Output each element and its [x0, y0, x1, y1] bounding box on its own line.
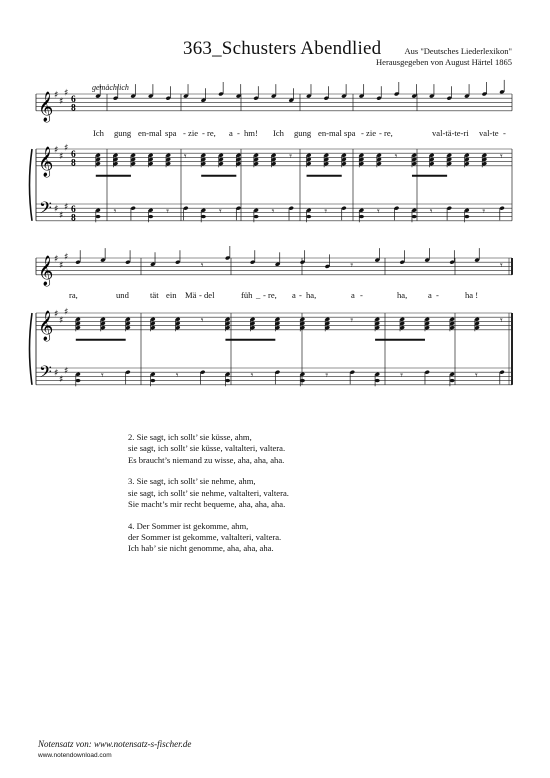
lyric-syllable: a [229, 128, 233, 138]
lyrics-system-1 [0, 128, 550, 139]
eighth-rest-icon: 𝄾 [113, 206, 117, 218]
lyric-syllable: en-mal [138, 128, 162, 138]
sharp-icon: ♯ [54, 145, 59, 156]
lyric-syllable: - [237, 128, 240, 138]
eighth-rest-icon: 𝄾 [482, 206, 486, 218]
tempo-marking: gemächlich [92, 83, 129, 92]
lyric-syllable: füh [241, 290, 253, 300]
treble-clef-icon: 𝄞 [38, 146, 54, 177]
sharp-icon: ♯ [64, 143, 69, 154]
notehead [254, 215, 259, 218]
eighth-rest-icon: 𝄾 [500, 151, 503, 163]
lyric-syllable: ha, [397, 290, 408, 300]
verse-line: Es braucht’s niemand zu wisse, aha, aha, aha. [128, 454, 285, 465]
verse-3 [128, 476, 289, 510]
eighth-rest-icon: 𝄾 [271, 206, 275, 218]
sharp-icon: ♯ [64, 88, 69, 99]
editor-line: Herausgegeben von August Härtel 1865 [376, 57, 512, 67]
lyric-syllable: del [204, 290, 215, 300]
sharp-icon: ♯ [59, 315, 64, 326]
lyric-syllable: gung [294, 128, 312, 138]
lyric-syllable: - [361, 128, 364, 138]
lyric-syllable: - [436, 290, 439, 300]
verse-line: sie sagt, ich sollt’ sie küsse, valtalteri, valtera. [128, 443, 286, 454]
eighth-rest-icon: 𝄾 [218, 206, 222, 218]
lyric-syllable: zie [188, 128, 199, 138]
sharp-icon: ♯ [59, 151, 64, 162]
eighth-rest-icon: 𝄾 [377, 206, 380, 218]
verse-block [128, 432, 289, 565]
lyric-syllable: tät [150, 290, 159, 300]
eighth-rest-icon: 𝄾 [429, 206, 433, 218]
sharp-icon: ♯ [64, 366, 69, 377]
lyric-syllable: Ich [273, 128, 284, 138]
lyric-syllable: zie [366, 128, 377, 138]
notehead [150, 379, 155, 382]
lyric-syllable: re, [384, 128, 393, 138]
verse-line: sie sagt, ich sollt’ sie nehme, valtalteri, valtera. [128, 487, 289, 498]
eighth-rest-icon: 𝄾 [475, 370, 478, 382]
sharp-icon: ♯ [59, 260, 64, 271]
notehead [148, 215, 153, 218]
eighth-rest-icon: 𝄾 [325, 370, 329, 382]
lyric-syllable: - [360, 290, 363, 300]
eighth-rest-icon: 𝄾 [183, 151, 187, 163]
treble-clef-icon: 𝄞 [38, 255, 54, 286]
eighth-rest-icon: 𝄾 [100, 370, 104, 382]
lyric-syllable: val-tä-te-ri [432, 128, 469, 138]
lyric-syllable: spa [344, 128, 356, 138]
time-signature: 6 [71, 94, 76, 105]
notehead [76, 379, 81, 382]
notehead [464, 215, 469, 218]
sharp-icon: ♯ [54, 368, 59, 379]
sharp-icon: ♯ [64, 202, 69, 213]
lyric-syllable: Ich [93, 128, 104, 138]
treble-clef-icon: 𝄞 [38, 91, 54, 122]
sharp-icon: ♯ [54, 90, 59, 101]
lyric-syllable: - [379, 128, 382, 138]
eighth-rest-icon: 𝄾 [200, 315, 204, 327]
verse-2 [128, 432, 289, 466]
lyric-syllable: a [351, 290, 355, 300]
lyric-syllable: - [202, 128, 205, 138]
lyric-syllable: - [503, 128, 506, 138]
notehead [306, 215, 311, 218]
sharp-icon: ♯ [59, 375, 64, 385]
lyric-syllable: a [292, 290, 296, 300]
notehead [450, 379, 455, 382]
lyric-syllable: Mä [185, 290, 197, 300]
source-line: Aus "Deutsches Liederlexikon" [404, 46, 512, 56]
eighth-rest-icon: 𝄾 [500, 260, 503, 272]
verse-line: 2. Sie sagt, ich sollt’ sie küsse, ahm, [128, 432, 252, 442]
lyric-syllable: re, [268, 290, 277, 300]
time-signature: 8 [71, 158, 76, 169]
time-signature: 6 [71, 204, 76, 215]
time-signature: 6 [71, 149, 76, 160]
eighth-rest-icon: 𝄾 [324, 206, 328, 218]
eighth-rest-icon: 𝄾 [175, 370, 179, 382]
lyric-syllable: val-te [479, 128, 499, 138]
bass-clef-icon: 𝄢 [39, 197, 52, 222]
verse-line: der Sommer ist gekomme, valtalteri, valtera. [128, 532, 282, 543]
lyric-syllable: re, [207, 128, 216, 138]
eighth-rest-icon: 𝄾 [400, 370, 403, 382]
sharp-icon: ♯ [59, 96, 64, 107]
verse-line: Sie macht’s mir recht bequeme, aha, aha, aha. [128, 498, 286, 509]
lyric-syllable: - [263, 290, 266, 300]
lyric-syllable: und [116, 290, 129, 300]
verse-4 [128, 521, 289, 555]
notehead [300, 379, 305, 382]
eighth-rest-icon: 𝄾 [250, 370, 254, 382]
sharp-icon: ♯ [64, 307, 69, 318]
lyric-syllable: gung [114, 128, 132, 138]
engraver-credit: Notensatz von: www.notensatz-s-fischer.de [38, 739, 192, 749]
eighth-rest-icon: 𝄾 [350, 260, 354, 272]
lyric-syllable: ha, [306, 290, 317, 300]
lyric-syllable: ra, [69, 290, 78, 300]
lyrics-system-2 [0, 290, 550, 301]
notehead [201, 215, 206, 218]
notehead [412, 215, 417, 218]
notehead [375, 379, 380, 382]
eighth-rest-icon: 𝄾 [289, 151, 292, 163]
notehead [359, 215, 364, 218]
verse-line: 3. Sie sagt, ich sollt’ sie nehme, ahm, [128, 476, 256, 487]
eighth-rest-icon: 𝄾 [500, 315, 503, 327]
sharp-icon: ♯ [59, 211, 64, 221]
verse-line: Ich hab’ sie nicht genomme, aha, aha, aha. [128, 543, 274, 554]
sharp-icon: ♯ [54, 254, 59, 265]
sharp-icon: ♯ [64, 252, 69, 263]
eighth-rest-icon: 𝄾 [394, 151, 398, 163]
lyric-syllable: en-mal [318, 128, 342, 138]
lyric-syllable: hm! [244, 128, 258, 138]
lyric-syllable: a [428, 290, 432, 300]
sharp-icon: ♯ [54, 204, 59, 215]
eighth-rest-icon: 𝄾 [200, 260, 204, 272]
lyric-syllable: _ [256, 290, 261, 300]
lyric-syllable: ha ! [465, 290, 479, 300]
lyric-syllable: - [299, 290, 302, 300]
notehead [96, 215, 101, 218]
eighth-rest-icon: 𝄾 [350, 315, 354, 327]
page-title: 363_Schusters Abendlied [183, 38, 382, 59]
bass-clef-icon: 𝄢 [39, 361, 52, 386]
verse-line: 4. Der Sommer ist gekomme, ahm, [128, 520, 249, 531]
lyric-syllable: - [183, 128, 186, 138]
time-signature: 8 [71, 103, 76, 114]
treble-clef-icon: 𝄞 [38, 310, 54, 341]
lyric-syllable: - [199, 290, 202, 300]
sharp-icon: ♯ [54, 309, 59, 320]
time-signature: 8 [71, 213, 76, 224]
footer-url[interactable]: www.notendownload.com [38, 752, 112, 759]
eighth-rest-icon: 𝄾 [166, 206, 169, 218]
brace [30, 149, 33, 221]
brace [30, 313, 33, 385]
lyric-syllable: ein [166, 290, 177, 300]
notehead [225, 379, 230, 382]
lyric-syllable: spa [165, 128, 177, 138]
